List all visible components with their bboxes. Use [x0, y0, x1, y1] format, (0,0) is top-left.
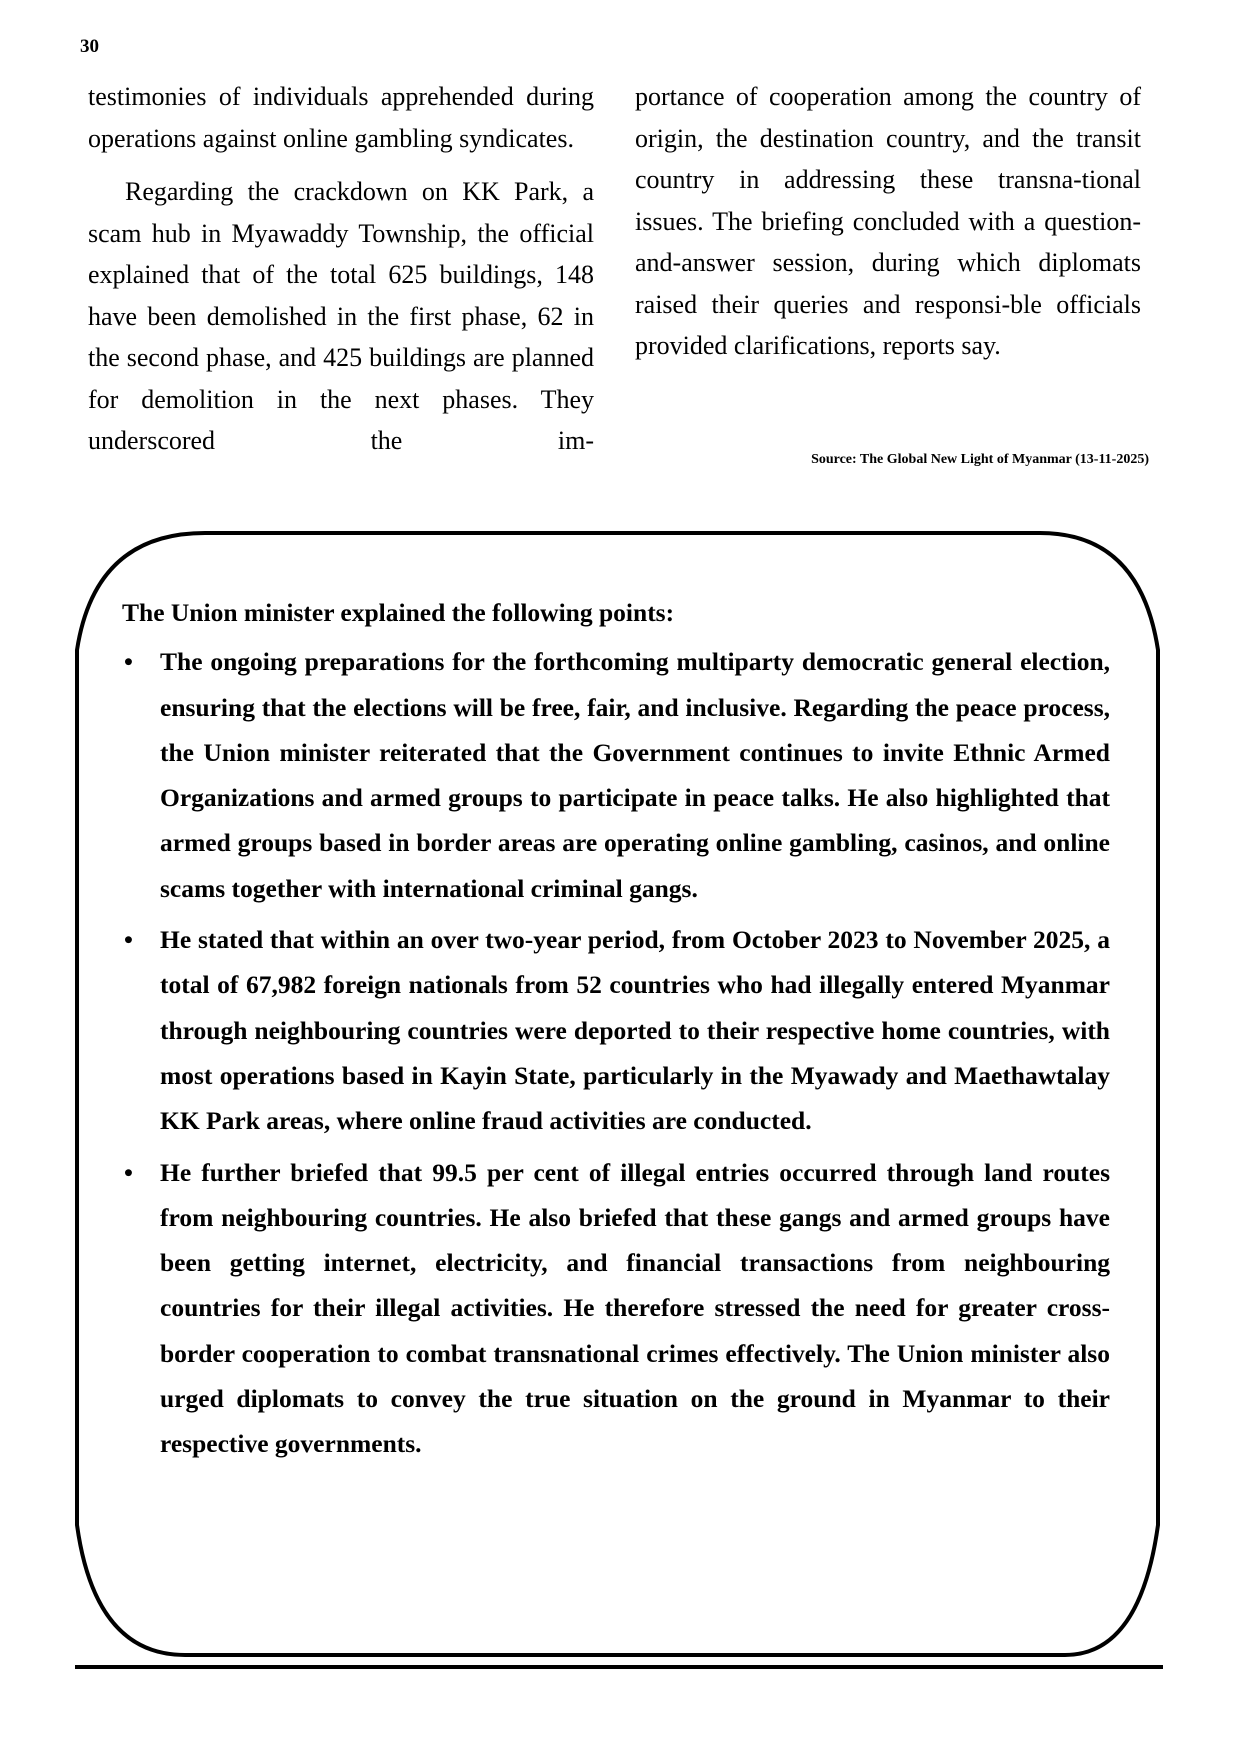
- list-item: [122, 639, 1110, 911]
- bullet-icon: •: [124, 1157, 133, 1187]
- page-number: 30: [80, 36, 99, 57]
- article-paragraph: portance of cooperation among the country of origin, the destination country, and the transit country in addressing these transna-tional issues. The briefing concluded with a question-and-answer session, during which diplomats raised their queries and responsi-ble officials provided clarifications, reports say.: [635, 82, 1141, 360]
- article-paragraph: Regarding the crackdown on KK Park, a scam hub in Myawaddy Township, the official explained that of the total 625 buildings, 148 have been demolished in the first phase, 62 in the second phase, and 425 buildings are planned for demolition in the next phases. They underscored the im-: [88, 177, 594, 455]
- callout-heading: The Union minister explained the following points:: [122, 598, 675, 627]
- bullet-text: He further briefed that 99.5 per cent of illegal entries occurred through land routes from neighbouring countries. He also briefed that these gangs and armed groups have been getting internet, electricity, and financial transactions from neighbouring countries for their illegal activities. He therefore stressed the need for greater cross-border cooperation to combat transnational crimes effectively. The Union minister also urged diplomats to convey the true situation on the ground in Myanmar to their respective governments.: [160, 1157, 1110, 1459]
- callout-box: [122, 590, 1110, 1473]
- list-item: [122, 917, 1110, 1143]
- article-paragraph: testimonies of individuals apprehended during operations against online gambling syndicates.: [88, 82, 594, 153]
- list-item: [122, 1150, 1110, 1467]
- bullet-text: He stated that within an over two-year period, from October 2023 to November 2025, a total of 67,982 foreign nationals from 52 countries who had illegally entered Myanmar through neighbouring countries were deported to their respective home countries, with most operations based in Kayin State, particularly in the Myawady and Maethawtalay KK Park areas, where online fraud activities are conducted.: [160, 925, 1110, 1136]
- bullet-text: The ongoing preparations for the forthcoming multiparty democratic general election, ensuring that the elections will be free, fair, and inclusive. Regarding the peace process, the Union minister reiterated that the Government continues to invite Ethnic Armed Organizations and armed groups to participate in peace talks. He also highlighted that armed groups based in border areas are operating online gambling, casinos, and online scams together with international criminal gangs.: [160, 647, 1110, 903]
- bullet-icon: •: [124, 647, 133, 677]
- article-left-column: [88, 76, 594, 462]
- bullet-icon: •: [124, 925, 133, 955]
- article-right-column: [635, 76, 1141, 367]
- bottom-divider-rule: [75, 1665, 1163, 1669]
- callout-bullet-list: [122, 639, 1110, 1466]
- source-citation: Source: The Global New Light of Myanmar (13-11-2025): [811, 452, 1149, 467]
